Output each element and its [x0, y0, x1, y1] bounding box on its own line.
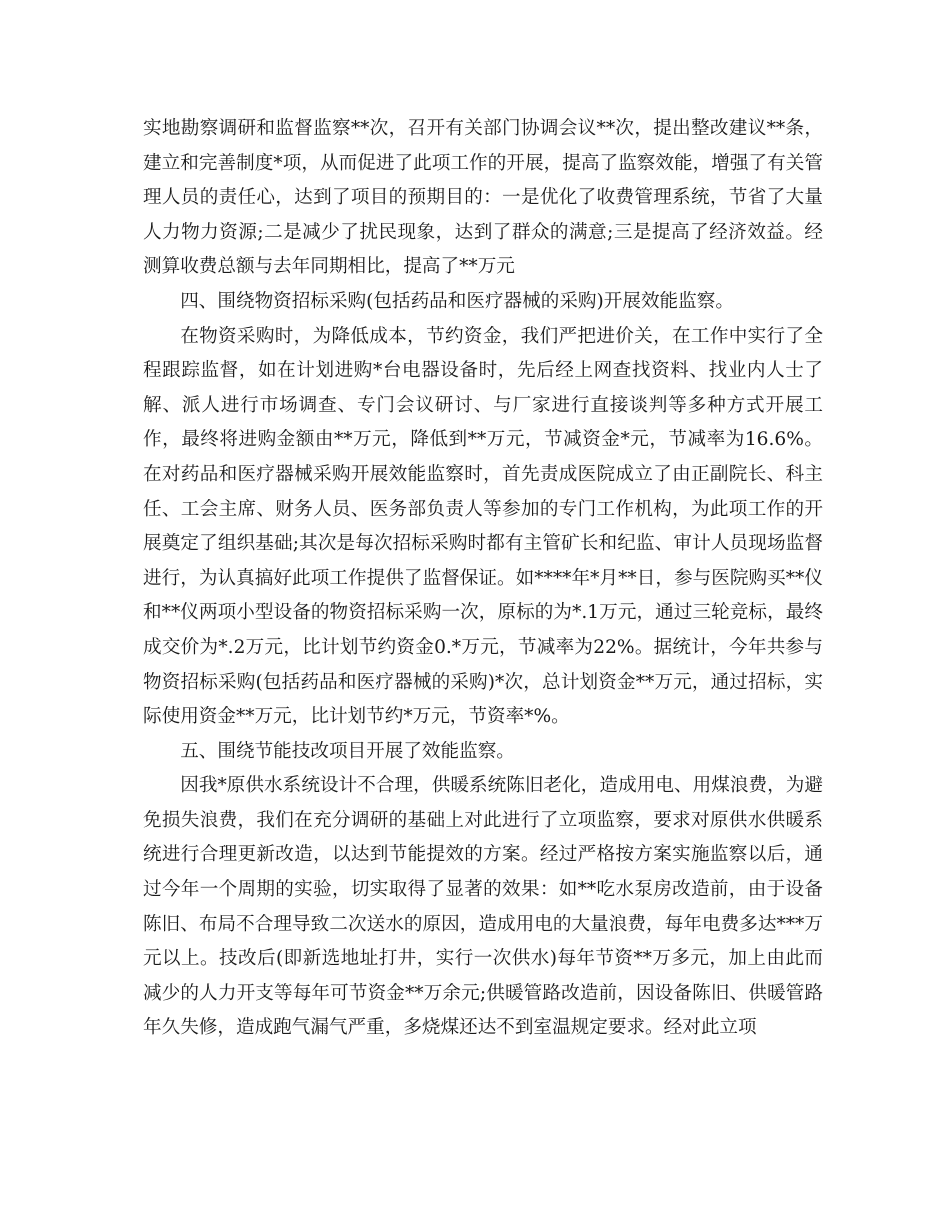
paragraph-procurement: 在物资采购时，为降低成本，节约资金，我们严把进价关，在工作中实行了全程跟踪监督，如在计划进购*台电器设备时，先后经上网查找资料、找业内人士了解、派人进行市场调查、专门会议研讨、与厂家进行直接谈判等多种方式开展工作，最终将进购金额由**万元，降低到**万元，节减资金*元，节减率为16.6%。在对药品和医疗器械采购开展效能监察时，首先责成医院成立了由正副院长、科主任、工会主席、财务人员、医务部负责人等参加的专门工作机构，为此项工作的开展奠定了组织基础;其次是每次招标采购时都有主管矿长和纪监、审计人员现场监督进行，为认真搞好此项工作提供了监督保证。如****年*月**日，参与医院购买**仪和**仪两项小型设备的物资招标采购一次，原标的为*.1万元，通过三轮竞标，最终成交价为*.2万元，比计划节约资金0.*万元，节减率为22%。据统计，今年共参与物资招标采购(包括药品和医疗器械的采购)*次，总计划资金**万元，通过招标，实际使用资金**万元，比计划节约*万元，节资率*%。: [143, 325, 823, 728]
section-heading-five: 五、围绕节能技改项目开展了效能监察。: [180, 740, 515, 762]
document-body: [143, 112, 823, 1046]
paragraph-continuation: 实地勘察调研和监督监察**次，召开有关部门协调会议**次，提出整改建议**条，建立和完善制度*项，从而促进了此项工作的开展，提高了监察效能，增强了有关管理人员的责任心，达到了项目的预期目的：一是优化了收费管理系统，节省了大量人力物力资源;二是减少了扰民现象，达到了群众的满意;三是提高了经济效益。经测算收费总额与去年同期相比，提高了**万元: [143, 118, 823, 278]
paragraph-energy-saving: 因我*原供水系统设计不合理，供暖系统陈旧老化，造成用电、用煤浪费，为避免损失浪费，我们在充分调研的基础上对此进行了立项监察，要求对原供水供暖系统进行合理更新改造，以达到节能提效的方案。经过严格按方案实施监察以后，通过今年一个周期的实验，切实取得了显著的效果：如**吃水泵房改造前，由于设备陈旧、布局不合理导致二次送水的原因，造成用电的大量浪费，每年电费多达***万元以上。技改后(即新选地址打井，实行一次供水)每年节资**万多元，加上由此而减少的人力开支等每年可节资金**万余元;供暖管路改造前，因设备陈旧、供暖管路年久失修，造成跑气漏气严重，多烧煤还达不到室温规定要求。经对此立项: [143, 775, 823, 1039]
section-heading-four: 四、围绕物资招标采购(包括药品和医疗器械的采购)开展效能监察。: [180, 290, 734, 312]
